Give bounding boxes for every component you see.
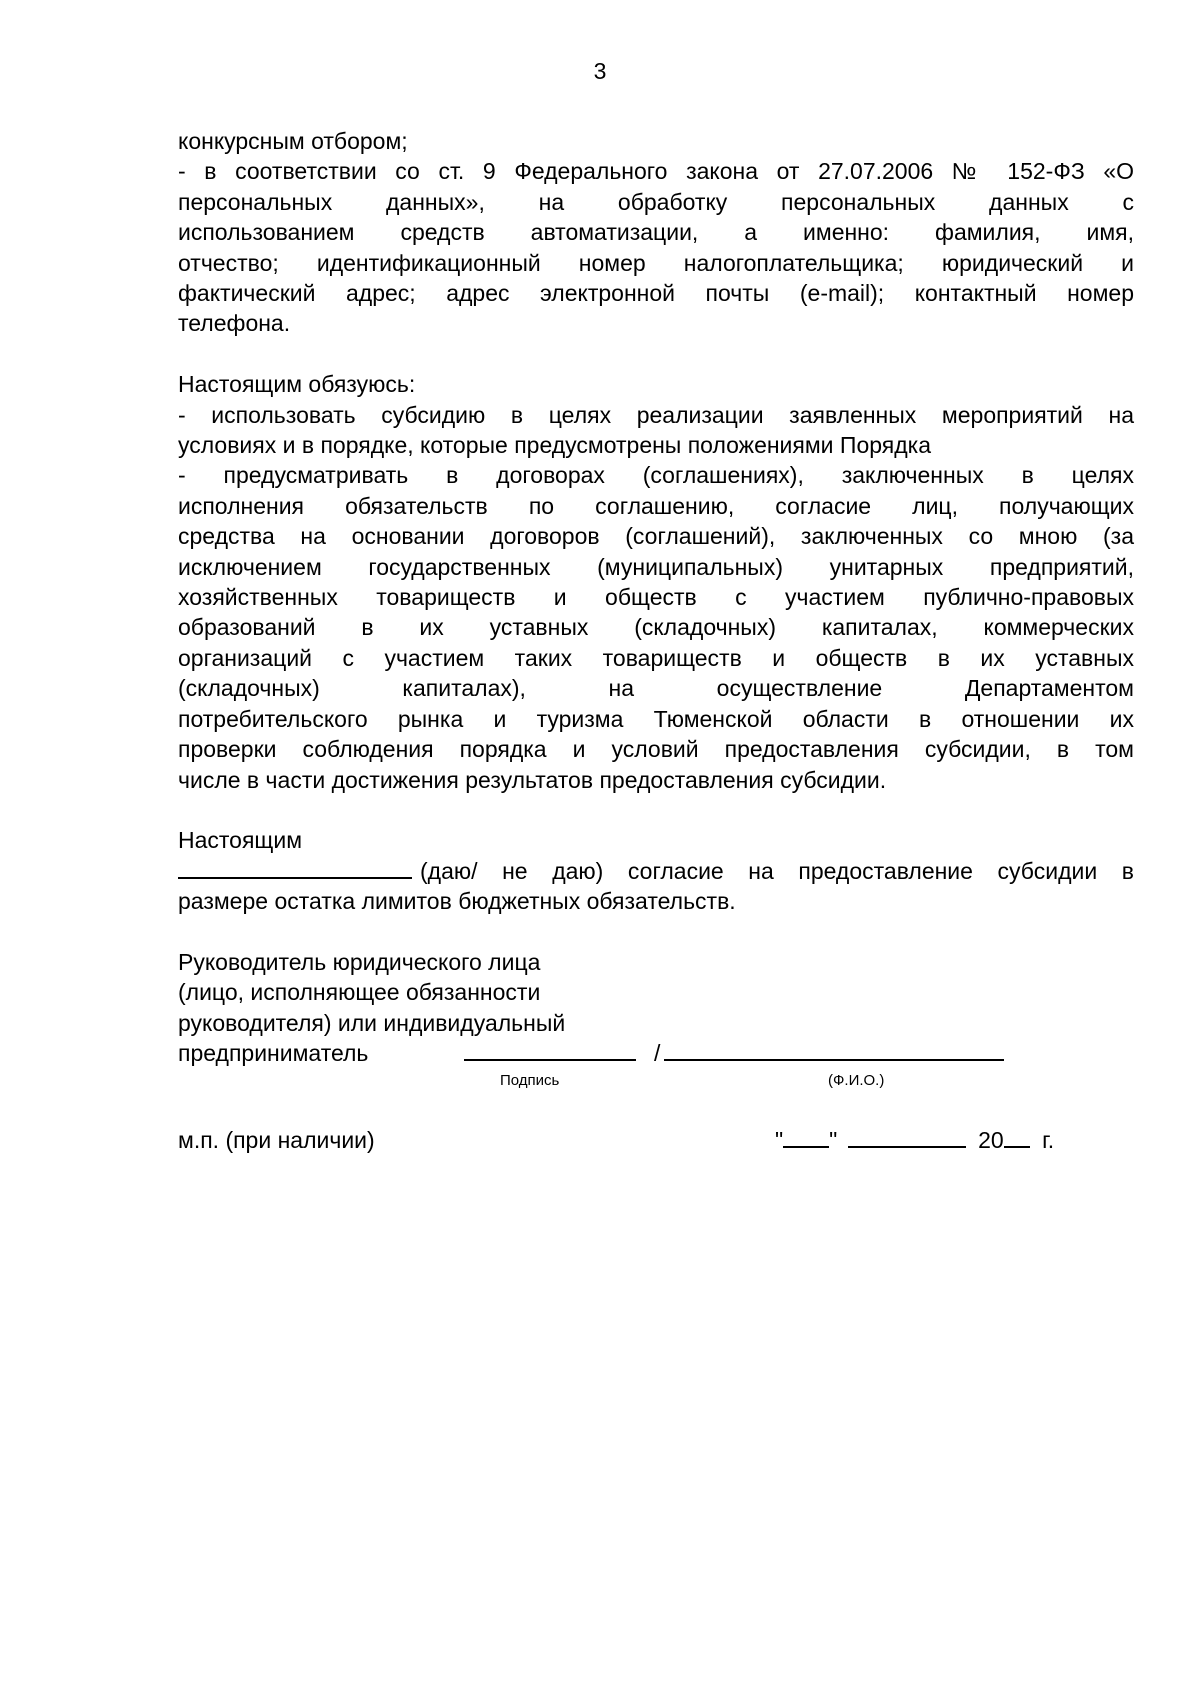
text-line: потребительского рынка и туризма Тюменской области в отношении их: [178, 705, 1134, 732]
day-field[interactable]: [783, 1126, 829, 1148]
text-line: размере остатка лимитов бюджетных обязательств.: [178, 888, 736, 915]
full-name-caption: (Ф.И.О.): [828, 1071, 885, 1089]
obligations-paragraph: [178, 369, 1134, 795]
slash-separator: /: [654, 1039, 661, 1066]
text-line: образований в их уставных (складочных) капиталах, коммерческих: [178, 614, 1134, 641]
year-field[interactable]: [1004, 1126, 1030, 1148]
signer-title-line: предприниматель: [178, 1040, 369, 1067]
text-line: - предусматривать в договорах (соглашениях), заключенных в целях: [178, 462, 1134, 489]
signer-title-line: (лицо, исполняющее обязанности: [178, 979, 541, 1006]
section-heading: Настоящим обязуюсь:: [178, 371, 416, 398]
signature-row: [178, 1038, 1134, 1098]
text-line: проверки соблюдения порядка и условий предоставления субсидии, в том: [178, 736, 1134, 763]
section-heading: Настоящим: [178, 827, 303, 854]
stamp-label: м.п. (при наличии): [178, 1126, 375, 1153]
text-line: - использовать субсидию в целях реализации заявленных мероприятий на: [178, 401, 1134, 428]
consent-text: (даю/ не даю) согласие на предоставление субсидии в: [420, 857, 1134, 884]
stamp-date-row: [178, 1125, 1134, 1155]
year-suffix: г.: [1042, 1126, 1055, 1153]
date-field: [775, 1125, 1054, 1155]
consent-line: [178, 856, 1134, 886]
signature-field[interactable]: [464, 1059, 636, 1061]
text-line: условиях и в порядке, которые предусмотрены положениями Порядка: [178, 432, 932, 459]
quote-close: ": [829, 1126, 838, 1153]
text-line: отчество; идентификационный номер налогоплательщика; юридический и: [178, 249, 1134, 276]
text-line: фактический адрес; адрес электронной почты (e-mail); контактный номер: [178, 280, 1134, 307]
signature-caption: Подпись: [500, 1071, 560, 1089]
text-line: телефона.: [178, 310, 291, 337]
text-line: средства на основании договоров (соглашений), заключенных со мною (за: [178, 523, 1134, 550]
month-field[interactable]: [848, 1126, 966, 1148]
text-line: (складочных) капиталах), на осуществление Департаментом: [178, 675, 1134, 702]
text-line: организаций с участием таких товариществ и обществ в их уставных: [178, 644, 1134, 671]
text-line: числе в части достижения результатов предоставления субсидии.: [178, 766, 887, 793]
page-number: 3: [593, 58, 607, 84]
text-line: использованием средств автоматизации, а именно: фамилия, имя,: [178, 219, 1134, 246]
text-line: хозяйственных товариществ и обществ с участием публично-правовых: [178, 584, 1134, 611]
budget-consent-paragraph: [178, 825, 1134, 916]
consent-personal-data-paragraph: [178, 126, 1134, 339]
full-name-field[interactable]: [664, 1059, 1004, 1061]
text-line: персональных данных», на обработку персональных данных с: [178, 188, 1134, 215]
quote-open: ": [775, 1126, 784, 1153]
text-line: исключением государственных (муниципальных) унитарных предприятий,: [178, 553, 1134, 580]
signer-title-line: руководителя) или индивидуальный: [178, 1009, 566, 1036]
signer-title-line: Руководитель юридического лица: [178, 948, 541, 975]
year-prefix: 20: [978, 1126, 1004, 1153]
consent-choice-field[interactable]: [178, 857, 412, 879]
text-line: - в соответствии со ст. 9 Федерального закона от 27.07.2006 № 152-ФЗ «О: [178, 158, 1134, 185]
text-line: исполнения обязательств по соглашению, согласие лиц, получающих: [178, 492, 1134, 519]
text-line: конкурсным отбором;: [178, 128, 408, 154]
signature-block: [178, 947, 1134, 1099]
document-body: [178, 126, 1134, 1155]
